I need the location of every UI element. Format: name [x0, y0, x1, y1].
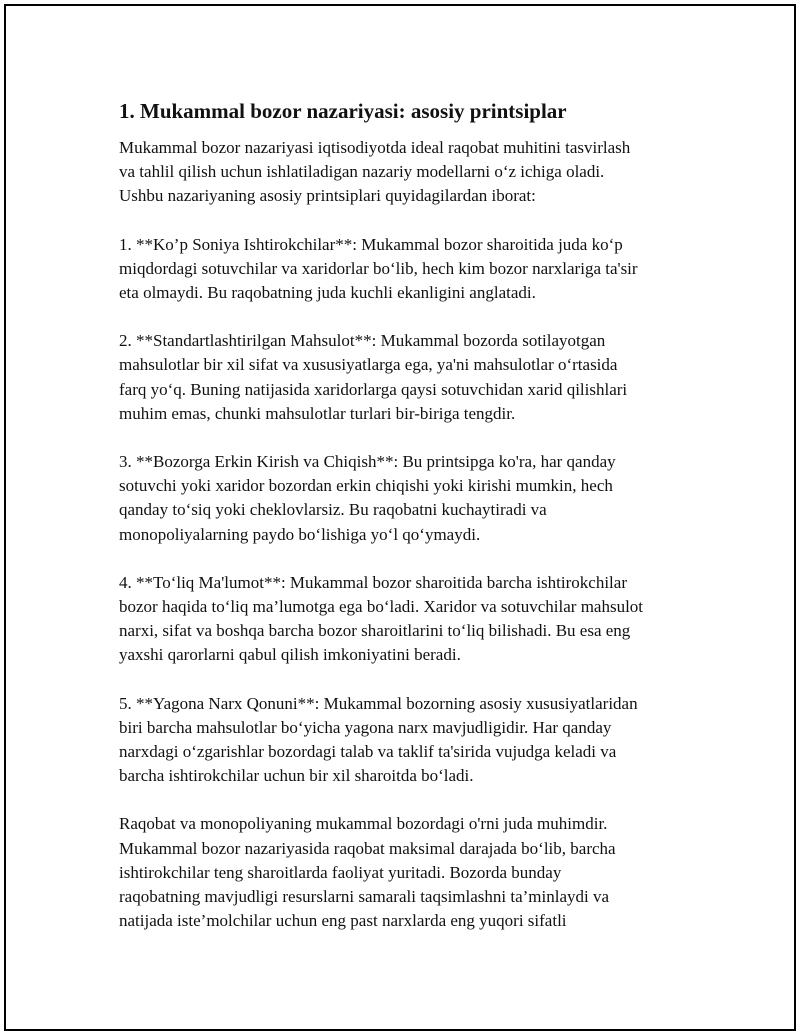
paragraph-list — [119, 136, 699, 933]
paragraph-gap — [119, 668, 699, 692]
page-frame — [4, 4, 796, 1031]
text-line: mahsulotlar bir xil sifat va xususiyatlarga ega, ya'ni mahsulotlar o‘rtasida — [119, 355, 618, 375]
text-line: 3. **Bozorga Erkin Kirish va Chiqish**: Bu printsipga ko'ra, har qanday — [119, 452, 616, 472]
paragraph-gap — [119, 788, 699, 812]
text-line: biri barcha mahsulotlar bo‘yicha yagona narx mavjudligidir. Har qanday — [119, 717, 612, 737]
paragraph-2 — [119, 233, 699, 306]
paragraph-3 — [119, 329, 699, 426]
paragraph-gap — [119, 305, 699, 329]
paragraph-7 — [119, 812, 699, 933]
text-line: muhim emas, chunki mahsulotlar turlari bir-biriga tengdir. — [119, 403, 516, 423]
document-body — [119, 98, 699, 933]
text-line: 2. **Standartlashtirilgan Mahsulot**: Mukammal bozorda sotilayotgan — [119, 331, 606, 351]
text-line: narxi, sifat va boshqa barcha bozor sharoitlarini to‘liq bilishadi. Bu esa eng — [119, 621, 631, 641]
section-heading: 1. Mukammal bozor nazariyasi: asosiy printsiplar — [119, 99, 567, 123]
text-line: bozor haqida to‘liq ma’lumotga ega bo‘ladi. Xaridor va sotuvchilar mahsulot — [119, 597, 644, 617]
text-line: Mukammal bozor nazariyasida raqobat maksimal darajada bo‘lib, barcha — [119, 838, 616, 858]
text-line: yaxshi qarorlarni qabul qilish imkoniyatini beradi. — [119, 645, 461, 665]
paragraph-gap — [119, 547, 699, 571]
text-line: Mukammal bozor nazariyasi iqtisodiyotda ideal raqobat muhitini tasvirlash — [119, 138, 631, 157]
text-line: Raqobat va monopoliyaning mukammal bozordagi o'rni juda muhimdir. — [119, 814, 608, 834]
text-line: 1. **Ko’p Soniya Ishtirokchilar**: Mukammal bozor sharoitida juda ko‘p — [119, 234, 623, 254]
paragraph-4 — [119, 450, 699, 547]
text-line: monopoliyalarning paydo bo‘lishiga yo‘l qo‘ymaydi. — [119, 524, 481, 544]
paragraph-gap — [119, 426, 699, 450]
text-line: 4. **To‘liq Ma'lumot**: Mukammal bozor sharoitida barcha ishtirokchilar — [119, 572, 627, 592]
text-line: eta olmaydi. Bu raqobatning juda kuchli ekanligini anglatadi. — [119, 283, 536, 303]
text-line: raqobatning mavjudligi resurslarni samarali taqsimlashni ta’minlaydi va — [119, 887, 610, 907]
text-line: natijada iste’molchilar uchun eng past narxlarda eng yuqori sifatli — [119, 911, 567, 931]
paragraph-1 — [119, 136, 699, 209]
text-line: va tahlil qilish uchun ishlatiladigan nazariy modellarni o‘z ichiga oladi. — [119, 162, 605, 182]
text-line: qanday to‘siq yoki cheklovlarsiz. Bu raqobatni kuchaytiradi va — [119, 500, 547, 520]
text-line: narxdagi o‘zgarishlar bozordagi talab va taklif ta'sirida vujudga keladi va — [119, 742, 617, 762]
text-line: miqdordagi sotuvchilar va xaridorlar bo‘lib, hech kim bozor narxlariga ta'sir — [119, 258, 638, 278]
text-line: sotuvchi yoki xaridor bozordan erkin chiqishi yoki kirishi mumkin, hech — [119, 476, 613, 496]
paragraph-gap — [119, 209, 699, 233]
text-line: farq yo‘q. Buning natijasida xaridorlarga qaysi sotuvchidan xarid qilishlari — [119, 379, 628, 399]
paragraph-5 — [119, 571, 699, 668]
text-line: ishtirokchilar teng sharoitlarda faoliyat yuritadi. Bozorda bunday — [119, 862, 562, 882]
text-line: 5. **Yagona Narx Qonuni**: Mukammal bozorning asosiy xususiyatlaridan — [119, 693, 638, 713]
text-line: barcha ishtirokchilar uchun bir xil sharoitda bo‘ladi. — [119, 766, 474, 786]
paragraph-6 — [119, 692, 699, 789]
text-line: Ushbu nazariyaning asosiy printsiplari quyidagilardan iborat: — [119, 186, 536, 206]
